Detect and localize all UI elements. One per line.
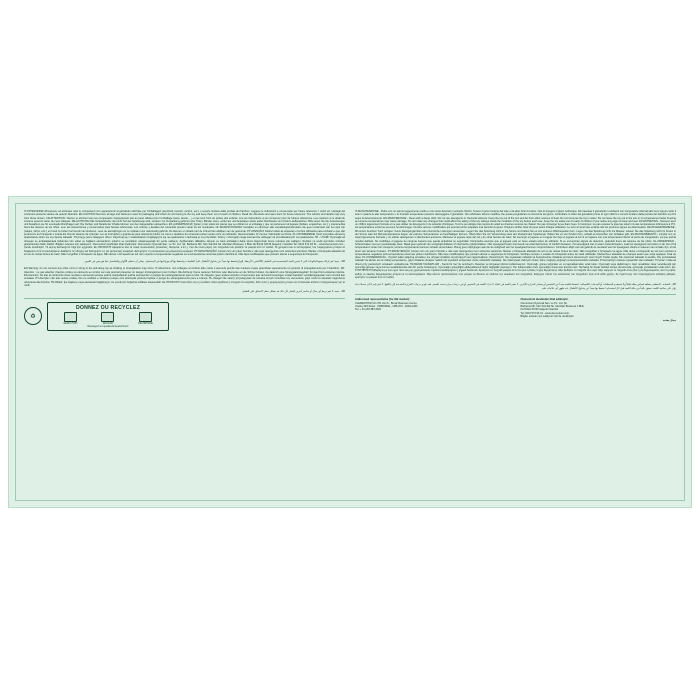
- arabic-warning-paragraph: AR - تنبيه! قم بإزالة جميع المكونات التي لا تنتمي للعبة المستخدمة في التغليف (الأكياس، الأربطة، إلخ) واحتفظ بها بعيداً عن متناول الأطفال. اقرأ التعليمات واحتفظ بها للرجوع إليها في المستقبل. يمكن أن تختلف الألوان والتفاصيل عما هو مبين في الصور.: [84, 260, 345, 264]
- authorised-rep-line: Cowley Mill Road - UXBRIDGE - UB8 2FX - ENGLAND: [355, 305, 418, 309]
- footer-divider: [24, 298, 345, 299]
- arabic-footer-title: ممثل معتمد: [662, 319, 676, 323]
- authorised-rep-line: Tel: + 44 203 383 2020: [355, 308, 381, 312]
- footer-divider-right: [355, 294, 676, 295]
- donnez-recyclez-panel: [47, 302, 169, 332]
- importer-line: Barbaros Mh. Mor Sümbül Sk. Meridian Business 1 Blok: [520, 305, 584, 309]
- cord-warning-paragraph: EN Warning: do not connect any other cord or string to the pull-along toy as choking or strangulation may occur. IT-Attenzione: non collegare al cordino altre corde o elementi perché tale maniera creare potenziale superamento un pericolo di strangolamento per il bambino. FR-Attention : ne pas attacher d'autres cordes ou éléments au cordon car cela pourrait présenter un danger d'étranglement pour l'enfant. DE-Achtung: Keine weiteren Schnüre oder Elemente an die Schnur binden, da dadurch eine Strangulationsgefahr für das Kind entstehen könnte. ES-Atención: No atar al cordoncito otras cuerdas o elementos porque podría manipulación podría representar un peligro de estrangulamiento para el niño. NL-Opgelet: geen andere koorden of elementen aan de koord bevestigen omdat daardoor verstikkingsgevaar voor uw kind kan ontstaan. PT-Atenção: não atar outras cordas, fios ou cordões e similares porque otra obstrução poderia implicar o perigo de estrangulamento para a criança. PL-Uwaga! Nie należy przywiązywać do sznurka innych sznurków czy elementów, gdyż może to stanowić zagrożenie uduszenia dla dziecka. TR-Dikkat: İpe başka ip veya elemanlar bağlamayın, bu çocuk için boğulma tehlikesi oluşturabilir. EL-ΠΡΟΣΟΧΗ! Συνιστάται να μη συνδέετε άλλα κορδόνια ή στοιχεία στο κορδόνι, διότι αυτό η χειραγώγηση μπορεί να αποτελέσει κίνδυνο στραγγαλισμού για το παιδί.: [24, 267, 345, 287]
- donnez-cell: [52, 312, 89, 325]
- shop-icon: [101, 312, 114, 322]
- leaflet-inner-border: [15, 203, 685, 501]
- reduction-icon: [64, 312, 77, 322]
- authorised-rep-line: CLEMENTONI UK LTD Unit 9 - Brook Business Centre: [355, 301, 417, 305]
- arabic-maintenance-paragraph: AR - الصيانة - التنظيف بقطعة قماش مبللة قليلاً ولا تستخدم المنظفات أو المذيبات الكيميائية. احتفظ باللعبة بعيداً عن الشمس أو مصادر الحرارة الأخرى. لا تغمر اللعبة في الماء. لا تترك اللعبة في الشمس أو في درجات حرارة تحت الصفر، فقد تؤدي درجات الحرارة الشديدة إلى إتلافها. لا تقم بإجراء أي تعديلات قد تؤثر على سلامة اللعبة. تحقق دائماً من حالة اللعبة قبل كل استخدام. احتفظ بها بعيداً عن متناول الأطفال عند ظهور أي علامات تلف.: [355, 283, 676, 290]
- donnez-cell-label: RÉDUCTION: [63, 322, 78, 325]
- donnez-title: DONNEZ OU RECYCLEZ: [75, 304, 141, 311]
- arabic-cord-warning-paragraph: AR - تنبيه: لا تقم بربط أي حبال أو عناصر أخرى بالحبل لأن ذلك قد يشكل خطر الاختناق على الطفل.: [241, 290, 345, 294]
- importer-line: Bilgiler erkisanı için sakliyınız Çin'de üretilmiştir.: [520, 315, 575, 319]
- donnez-footnote: Réessayez sur quefairedemesdechets.fr: [87, 326, 129, 329]
- importer-line: Tel: 0216 574 93 31 - www.clementoni.com: [520, 311, 570, 315]
- donnez-cell: [127, 312, 164, 325]
- two-column-layout: [24, 210, 676, 494]
- donnez-cell: [90, 312, 127, 325]
- importer-info: [521, 298, 677, 318]
- donnez-cell-label: DÉCHETERIE: [138, 322, 153, 325]
- authorised-representative: [355, 298, 511, 318]
- leaflet-sheet: [8, 196, 692, 508]
- company-info-block: [355, 298, 676, 318]
- donnez-cell-label: MAGASIN: [102, 322, 114, 325]
- authorised-rep-title: Authorised representative (for GB market):: [355, 297, 410, 301]
- warning-paragraph: IT-ATTENZIONE! Rimuovere ed eliminare tutte le componenti non appartenenti al giocattolo utilizzate per l'imballaggio (sacchetti, laccetti, cartoni, ecc.) e tenerle lontane dalla portata dei bambini. Leggere le indicazioni e conservarle per futura referenza. I colori ed i dettagli del contenuto possono variare da quanto illustrato. EN-CAUTION! Remove all tags and fasteners used for packaging and which do not belong to the toy and keep them out of reach of children. Read the directions and save them for future reference. The colours and details may vary from those shown. FR-ATTENTION ! Retirer et éliminer tous les composants n'appartenant pas au jouet utilisés pour l'emballage (sacs, lacets, ...) et les tenir hors de portée des enfants. Lire les instructions et les conserver pour de futures références. Les couleurs et le détail du contenu peuvent varier de ceux indiqués. DE-ACHTUNG! Alle Verkaufshefte, die nicht Teil des Spielzeugs sind, sondern zur Verpackung gehören (wie Tüten, Bänder usw.), entfernen und beseitigen sowie außer Reichweite von Kindern aufbewahren. Bitte lesen Sie die Anweisungen und bewahren sie für eventuelle Rückfragen auf. Die Farben und Details der Inhalte können von den dargestellten abweichen. ES-¡ADVERTENCIA! Quitar y tirar todos los piezas que se utilizan en el embalaje y que no pertenecen al juguete (bolsas, enganches, etc.) y mantenerlas fuera del alcance de los niños. Leer las instrucciones y conservarlas para futuras referencias. Los colores y detalles del contenido pueden variar de los mostrados. NL-WAARSCHUWING! Verwijder en elimineer alle verpakkingsonderdelen die geen onderdeel van het spel zijn (zakjes, strips, enz.) en houd ze buiten het bereik van kinderen. Lees de aanwijzingen en ze opslaan voor toekomstig gebruik. De kleuren en details van de inhoud kan afwijken van de getoonde. PT-ATENÇÃO! Retirar todas as etiquetas e fechos utilizados para embalar e que não pertencem ao brinquedo e mantê-los fora do alcance da crianças. Ler as instruções e guarde-as para referência futura. As cores e detalhes do conteúdo podem variar entre os indicados. Recomendado: Fr-menus. Fabricado na China. PL-OSTRZEŻENIE! Usuń wszystkie elementy opakowania, które nie są częścią zabawki. Trzymaj je poza zasięgiem dzieci. Zapoznaj się z wskazówkami znajdującymi się na opakowaniu i zachowaj je na przyszłość. Kolory i szczegóły mogą nieznacznie odbiegać od przedstawionych na opakowaniu. TR - UYARI! Oyuncağa ait olmayan ve ambalajlamada kullanılan tüm etiket ve bağlantı elemanlarını çıkartın ve çocukların ulaşamayacağı bir yerde saklayın. Açıklamaları dikkatlice okuyun ve istek ambalajını daha sonra başvurmak üzere referans için saklayın. Renkler ve içerik ayrıntıları üründen gösterilenden farklı olabilir. Bilgileri referans için saklayınız. Clementoni tarafından ithal üretilmiştir. Clementoni Oyuncak San. ve Tic. Ltd. Şti. Barbaros Mh. Mor Sümbül Sk. Meridian Business 1 Blok No:5/144 34746 Ataşehir / İstanbul Tel: 0216 574 93 31 - www.clementoni.com - Çerde üretilmiştir. Yıl açmış herhangi bir bilgi için uygundur. EL-ΠΡΟΣΟΧΗ! Αφαιρέστε όλα τα υλικά συσκευασίας (σακούλες, δεσίματα, κ.λπ.), που δεν είναι μέρος του παιχνιδιού και φυλάξτε τα μακριά από τα παιδιά. Τα χρώματα και οι λεπτομέρειες του περιεχομένου μπορεί να διαφέρουν από τα εικονιζόμενα. Διαβάστε τις οδηγίες και διατηρήστε τις για μελλοντική αναφορά. Διατηρήστε τη συσκευασία για μελλοντική αναφορά. PT-MANUTENÇÃO! Limpar com um pano húmido e não usar detergentes nem solventes químicos. Manter o brinquedo afastado do sol ou de outras fontes de calor. Não mergulhar o brinquedo na água. Não deixar o brinquedo ao sol nem exposto à temperaturas negativas ou a temperaturas extremas podem danificá-lo. Não faça modificações que possam alterar a segurança do brinquedo.: [24, 210, 345, 256]
- recycling-block: [24, 302, 345, 332]
- triman-logo-icon: ♻: [24, 307, 42, 325]
- left-column: [24, 210, 345, 494]
- donnez-cells: [52, 312, 164, 325]
- importer-line: No:5/144 34746 Ataşehir İstanbul: [520, 308, 559, 312]
- bin-icon: [139, 312, 152, 322]
- importer-line: Clementoni Oyuncak San. ve Tic. Ltd. Şti.: [520, 301, 568, 305]
- maintenance-paragraph: IT-MANUTENZIONE - Pulire con un panno leggermente umido e non usare detersivi o solventi chimici. Tenere il gioco lontano dal sole o da altre fonti di calore. Non immergere il gioco nell'acqua. Non lasciare il giocattolo in ambienti con temperature infernali alto zero oppure sotto il sole in quanto le alte temperature e le bruciare temperature possono danneggiare il giocattolo. Non effettuare alcuna modifica che possa pregiudicare la sicurezza del gioco. Controllare lo stato del giocattolo prima di ogni utilizzo e tenerlo lontano dalla portata dei bambini ai primi segni di deterioramento. EN-MAINTENANCE - Clean with a damp cloth. Do not use detergents or chemical solvents. Keep the toy out of the sun and far from other sources of heat. Do not immerse the toy in water. Do not leave the toy out in the sun or in temperatures below freezing as extreme temperatures may cause damage. Do not make any changes that could affect the safety of the toy. Always check the condition of the toy before each use. Keep the toy safely out of reach of children if you notice any signs of wear and tear. FR-ENTRETIEN - Nettoyer avec un chiffon légèrement humide et ne pas utiliser de détergents ni de solvants chimiques. Tenir le jeu éloigné des rayons du soleil ou d'autres sources de chaleur. Ne pas immerger le jeu dans l'eau. À l'extérieur, ne pas exposer le jouet au soleil ni à des températures inférieures à 0°C, les températures extrêmes peuvent l'endommager. Ne faire aucune modification qui pourrait porter préjudice à la sécurité du jouet. Toujours vérifier l'état du jouet avant chaque utilisation. Le tenir à l'écart des enfants dès les premiers signes de détérioration. DE-PFLEGEHINWEISE - Mit einem feuchten Tuch reinigen. Keine Reinigungsmittel oder chemische Lösungen verwenden. Legen Sie das Spielzeug nicht in die Sonne und halten Sie es von anderen Wärmequellen fern. Legen Sie das Spielzeug nicht ins Wasser. Lassen Sie das Spielzeug nicht im Freien in der Sonne oder bei Minustemperaturen liegen, da extreme Temperaturen es beschädigen können. Überprüfen Sie vor Verwendung stets den Zustand des Spielzeugs. Halten Sie es von Kindern fern, sobald es Anzeichen von Schäden gibt. ES-MANTENIMIENTO - Limpiar con un trapo ligeramente húmedo y no utilizar detergentes ni disolventes químicos. Mantener el juguete lejos del sol y de otras fuentes de calor. No sumergir el juguete en el agua. No deje el juguete al sol ni en lugares con una temperatura inferior al punto de congelación, ya que podría resultar dañado. No modifique el juguete de ninguna manera que pueda perjudicar su seguridad. Compruebe siempre que el juguete esté en buen estado antes de utilizarlo. Si se encuentran signos de deterioro, guárdelo fuera del alcance de los niños. NL-ONDERHOUD - Schoonmaken met een poetsdoekje doek. Maak geen gebruik van reinigingsmiddelen of chemische oplosmiddelen. Niet speelgoed buiten het bereik van warmtebronnen of zonlicht bewaren. Het speelgoed niet in water onderdompelen. Laat het speelgoed niet buiten in de zon of bij temperaturen onder het vriespunt; extreme temperaturen kunnen schade veroorzaken. Breng geen wijzigingen aan die de veiligheid van het speelgoed kunnen compromitteren. Controleer altijd voor elk gebruik de toestand van het speelgoed. Zodra er tekenen van schade zijn, uit de buurt van kinderen houden. PT-MANUTENÇÃO Limpar com um pano húmido e não usar detergentes nem solventes químicos. Manter o brinquedo afastado do sol ou de outras fontes de calor. Não mergulhar o brinquedo na água. Não deixe o brinquedo ao sol nem exposto à temperaturas negativas pois temperaturas extremas podem danificá-lo. Não faça modificações que possam alterar a segurança do brinquedo. Verifique sempre o estado do brinquedo antes de cada utilização. Mantenha-o afastado de crianças assim que surja qualquer sinal de dano. PL-KONSERWACJA - Czyścić lekko wilgotną szmatką i nie używać środków czyszczących ani najpoczątkiem chemicznych. Nie wystawiać zabawki na bezpośrednie działanie promieni słonecznych oraz innych źródeł ciepła. Nie zanurzać zabawki w wodzie. Nie pozostawiać zabawki na słońcu ani w niskiej temperaturze, gdyż działanie skrajnie niskich lub wysokich temperatur może uszkodzić zabawkę. Nie dokonywać żadnych zmian, które mogłyby wpłynąć na bezpieczeństwo zabawki. Przed każdym zawsze sprawdzić stan zabawki. Trzymać z dala od dzieci przy pierwszych oznakach uszkodzenia. TR-BAKIM TALİMATLARI - Nemli bir bez ile temizleyin. Deterjan ve kimyasal çözücü kullanmayınız. Oyuncağı, güneş ışığından ve ısı kaynaklarından uzak tutun. Oyuncağı suya daldırmayın. Aşırı sıcaklıklar zarar verebileceği için oyuncağı güneşe veya donma sıcaklıklarında olan bir yerde bırakmayın. Oyuncağın güvenliğini etkileyebilecek hiçbir değişiklik yapmayın. Her kullanımdan önce oyuncağın durumunu kontrol edin. Herhangi bir hasar belirtisi olması durumunda, oyuncağı çocuklardan uzak tutun. EL-ΣΥΝΤΗΡΗΣΗ Καθαρίζετε με ένα υγρό πανί και μην χρησιμοποιείτε προϊόντα καθαρισμού ή χημικά διαλυτικά. Κρατήστε το παιχνίδι μακριά από τον ήλιο ή άλλες πηγές θερμότητας. Μην βυθίζετε το παιχνίδι στο νερό. Μην αφήνετε το παιχνίδι στον ήλιο ή σε θερμοκρασίες υπό το μηδέν, καθώς οι ακραίες θερμοκρασίες μπορεί να το καταστρέψουν. Μην κάνετε τροποποιήσεις που μπορεί να θέσουν σε κίνδυνο την ασφάλεια του παιχνιδιού. Ελέγχετε πάντα την κατάσταση του παιχνιδιού πριν από κάθε χρήση. Σε περίπτωση που παρατηρήσετε ενδείξεις φθοράς, κρατήστε το μακριά από τα παιδιά.: [355, 210, 676, 279]
- importer-title: Clementoni tarafından ithal edilmiştir.: [520, 297, 569, 301]
- right-column: [355, 210, 676, 494]
